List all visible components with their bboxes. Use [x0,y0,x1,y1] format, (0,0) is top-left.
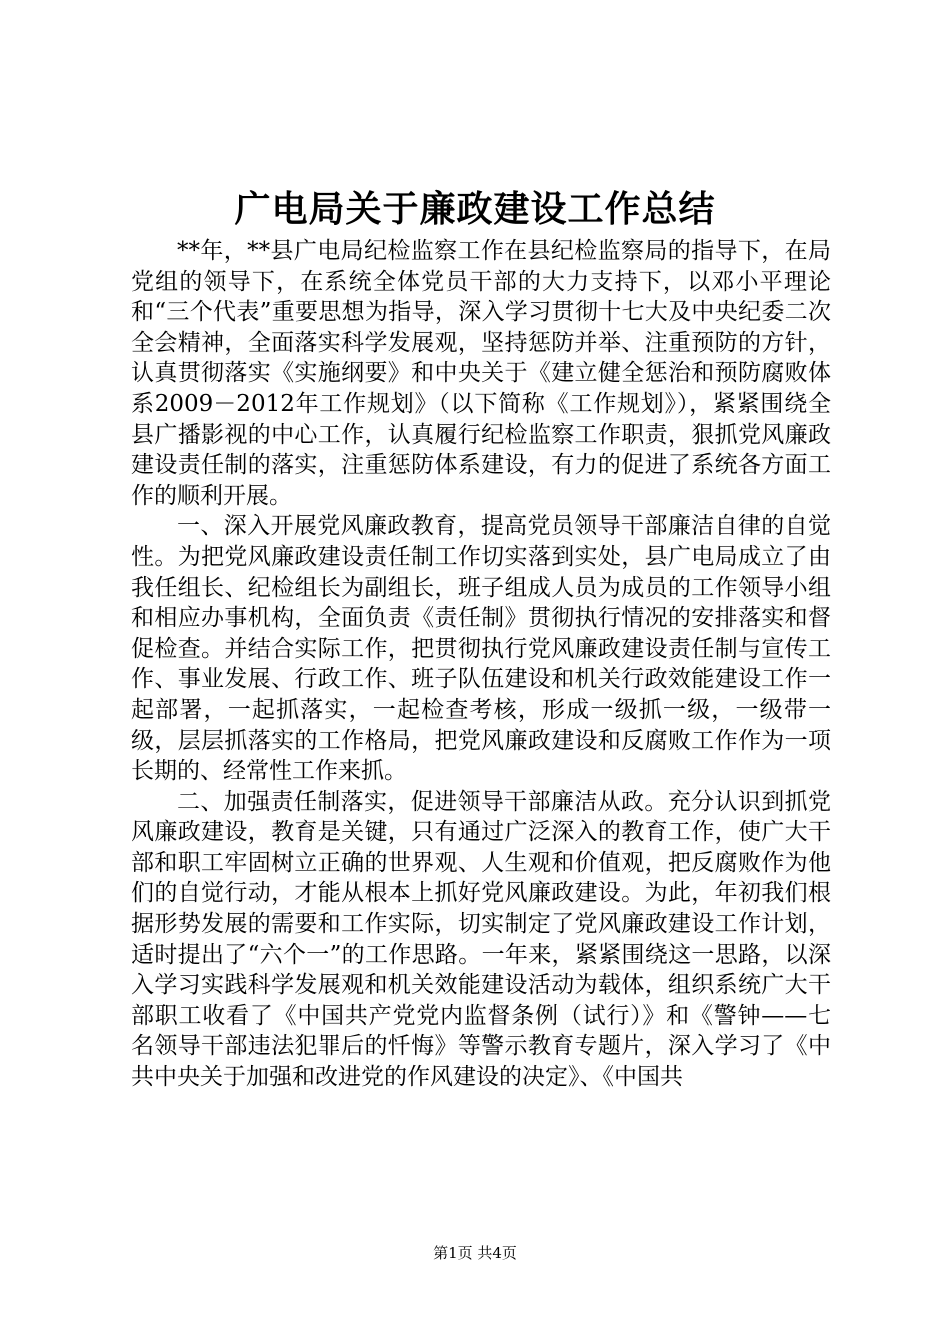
document-body [131,236,831,1093]
section-two-paragraph: 二、加强责任制落实，促进领导干部廉洁从政。充分认识到抓党风廉政建设，教育是关键，只有通过广泛深入的教育工作，使广大干部和职工牢固树立正确的世界观、人生观和价值观，把反腐败作为他们的自觉行动，才能从根本上抓好党风廉政建设。为此，年初我们根据形势发展的需要和工作实际，切实制定了党风廉政建设工作计划，适时提出了“六个一”的工作思路。一年来，紧紧围绕这一思路，以深入学习实践科学发展观和机关效能建设活动为载体，组织系统广大干部职工收看了《中国共产党党内监督条例（试行）》和《警钟——七名领导干部违法犯罪后的忏悔》等警示教育专题片，深入学习了《中共中央关于加强和改进党的作风建设的决定》、《中国共 [131,788,831,1091]
document-title: 广电局关于廉政建设工作总结 [234,188,716,230]
page-number-footer: 第1页 共4页 [433,1244,517,1262]
section-one-paragraph: 一、深入开展党风廉政教育，提高党员领导干部廉洁自律的自觉性。为把党风廉政建设责任制工作切实落到实处，县广电局成立了由我任组长、纪检组长为副组长，班子组成人员为成员的工作领导小组和相应办事机构，全面负责《责任制》贯彻执行情况的安排落实和督促检查。并结合实际工作，把贯彻执行党风廉政建设责任制与宣传工作、事业发展、行政工作、班子队伍建设和机关行政效能建设工作一起部署，一起抓落实，一起检查考核，形成一级抓一级，一级带一级，层层抓落实的工作格局，把党风廉政建设和反腐败工作作为一项长期的、经常性工作来抓。 [131,513,831,785]
intro-paragraph: **年，**县广电局纪检监察工作在县纪检监察局的指导下，在局党组的领导下，在系统全体党员干部的大力支持下，以邓小平理论和“三个代表”重要思想为指导，深入学习贯彻十七大及中央纪委二次全会精神，全面落实科学发展观，坚持惩防并举、注重预防的方针，认真贯彻落实《实施纲要》和中央关于《建立健全惩治和预防腐败体系2009－2012年工作规划》（以下简称《工作规划》），紧紧围绕全县广播影视的中心工作，认真履行纪检监察工作职责，狠抓党风廉政建设责任制的落实，注重惩防体系建设，有力的促进了系统各方面工作的顺利开展。 [131,238,831,509]
